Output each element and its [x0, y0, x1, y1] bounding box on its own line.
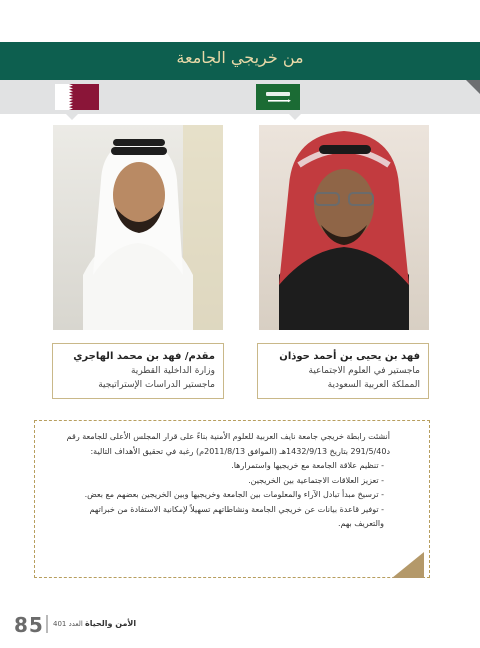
goal-item: - تعزيز العلاقات الاجتماعية بين الخريجين. [248, 475, 384, 485]
magazine-name: الأمن والحياة [85, 619, 137, 628]
graduate-detail: ماجستير الدراسات الإستراتيجية [98, 380, 215, 390]
header-corner-decoration [466, 80, 480, 94]
footer-divider [46, 615, 48, 633]
page-number: 85 [14, 613, 44, 637]
goal-item: - ترسيخ مبدأ تبادل الآراء والمعلومات بين الجامعة وخريجيها وبين الخريجين بعضهم مع بعض. [84, 490, 384, 499]
graduate-name: مقدم/ فهد بن محمد الهاجري [73, 351, 215, 362]
info-text [60, 430, 390, 532]
goals-list [60, 459, 390, 532]
intro-paragraph: أنشئت رابطة خريجي جامعة نايف العربية للعلوم الأمنية بناءً على قرار المجلس الأعلى للجامعة رقم د291/5/40 بتاريخ 1432/9/13هـ (الموافق 2011/8/13م) رغبة في تحقيق الأهداف التالية: [66, 432, 390, 456]
page-title: من خريجي الجامعة [176, 48, 304, 67]
graduate-card [257, 343, 429, 399]
graduate-detail: وزارة الداخلية القطرية [130, 366, 215, 376]
flag-pointer [65, 113, 79, 120]
graduate-name: فهد بن يحيى بن أحمد حوذان [279, 351, 420, 362]
graduate-photo [53, 125, 223, 330]
info-box-corner-decoration [392, 552, 424, 578]
goal-item: - توفير قاعدة بيانات عن خريجي الجامعة ونشاطاتهم تسهيلاً لإمكانية الاستفادة من خبراتهم والتعريف بهم. [89, 504, 384, 528]
graduate-card [52, 343, 224, 399]
qatar-flag-icon [55, 84, 99, 110]
graduate-detail: ماجستير في العلوم الاجتماعية [308, 366, 420, 376]
graduate-photo [259, 125, 429, 330]
flag-pointer [288, 113, 302, 120]
goal-item: - تنظيم علاقة الجامعة مع خريجيها واستمرارها. [231, 461, 384, 470]
graduate-detail: المملكة العربية السعودية [327, 380, 420, 390]
saudi-flag-icon [256, 84, 300, 110]
issue-label: العدد 401 [53, 620, 83, 628]
